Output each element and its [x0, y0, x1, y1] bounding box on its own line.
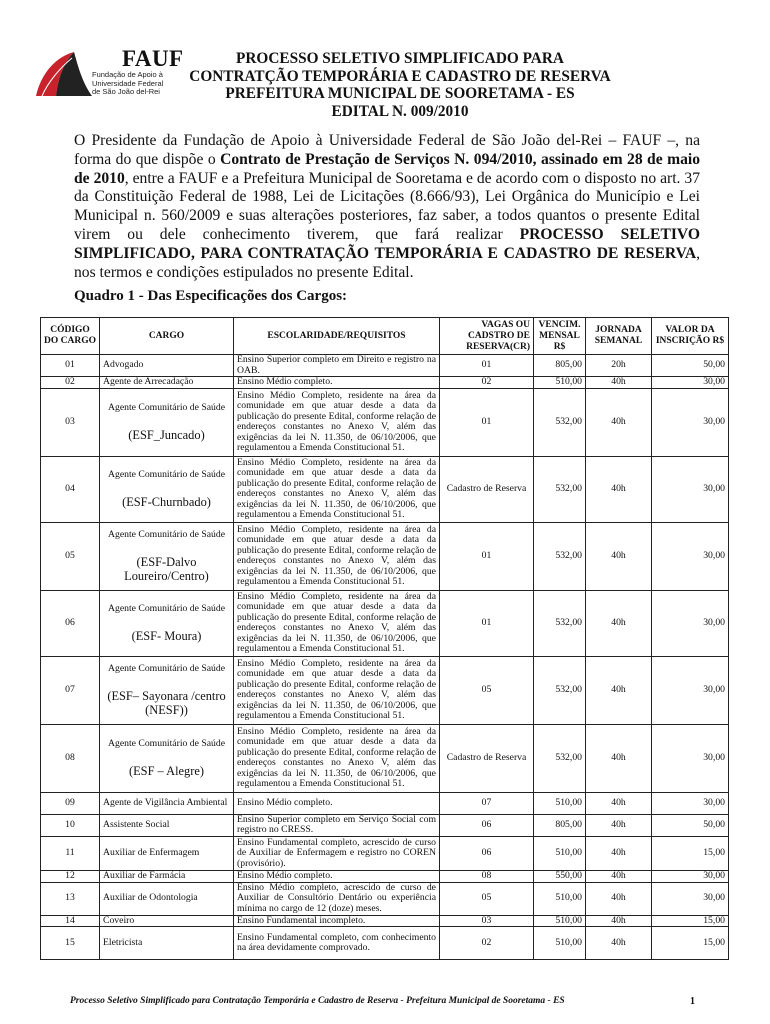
cell-cargo — [100, 388, 234, 456]
cell-valor: 15,00 — [652, 836, 729, 870]
cell-vagas: 03 — [440, 915, 534, 927]
cell-vencimento: 805,00 — [534, 814, 586, 836]
cell-jornada: 40h — [586, 792, 652, 814]
cell-codigo: 06 — [41, 590, 100, 656]
cell-jornada: 40h — [586, 522, 652, 590]
document-header — [170, 50, 630, 120]
cargo-location: (ESF- Moura) — [131, 628, 202, 643]
cell-vencimento: 510,00 — [534, 836, 586, 870]
table-row — [41, 724, 729, 792]
cell-vagas: 02 — [440, 377, 534, 389]
cell-jornada: 40h — [586, 456, 652, 522]
cell-vencimento: 532,00 — [534, 388, 586, 456]
table-row — [41, 870, 729, 882]
cell-codigo: 01 — [41, 355, 100, 377]
cell-escolaridade: Ensino Fundamental completo, com conhecimento na área devidamente comprovado. — [234, 927, 440, 960]
cell-vagas: 01 — [440, 388, 534, 456]
cell-vencimento: 510,00 — [534, 792, 586, 814]
table-row — [41, 456, 729, 522]
logo-subtitle — [92, 71, 163, 97]
cell-escolaridade: Ensino Médio completo. — [234, 870, 440, 882]
fauf-logo — [34, 46, 184, 100]
cell-codigo: 08 — [41, 724, 100, 792]
cell-jornada: 40h — [586, 836, 652, 870]
cell-jornada: 40h — [586, 388, 652, 456]
cell-valor: 30,00 — [652, 590, 729, 656]
cell-valor: 30,00 — [652, 724, 729, 792]
table-row — [41, 388, 729, 456]
cell-vagas: 01 — [440, 355, 534, 377]
cell-codigo: 13 — [41, 882, 100, 915]
cell-vencimento: 532,00 — [534, 456, 586, 522]
header-line-3: PREFEITURA MUNICIPAL DE SOORETAMA - ES — [225, 85, 575, 102]
cell-valor: 50,00 — [652, 355, 729, 377]
cell-codigo: 05 — [41, 522, 100, 590]
cell-valor: 15,00 — [652, 915, 729, 927]
cell-vencimento: 510,00 — [534, 882, 586, 915]
cell-cargo — [100, 456, 234, 522]
cell-vencimento: 510,00 — [534, 377, 586, 389]
cell-vencimento: 532,00 — [534, 522, 586, 590]
cell-valor: 30,00 — [652, 792, 729, 814]
cell-vagas: Cadastro de Reserva — [440, 456, 534, 522]
cargo-title: Agente Comunitário de Saúde — [107, 602, 226, 614]
table-row — [41, 882, 729, 915]
cargo-location: (ESF-Churnbado) — [122, 494, 211, 509]
cell-vagas: 07 — [440, 792, 534, 814]
col-header-codigo: CÓDIGO DO CARGO — [41, 318, 100, 355]
cell-escolaridade: Ensino Médio completo, acrescido de curso de Auxiliar de Consultório Dentário ou experiência mínima no cargo de 12 (doze) meses. — [234, 882, 440, 915]
cell-cargo: Auxiliar de Enfermagem — [100, 836, 234, 870]
cell-vencimento: 510,00 — [534, 927, 586, 960]
cell-cargo: Coveiro — [100, 915, 234, 927]
cell-cargo: Auxiliar de Odontologia — [100, 882, 234, 915]
table-row — [41, 590, 729, 656]
cell-vencimento: 532,00 — [534, 590, 586, 656]
table-row — [41, 522, 729, 590]
header-line-2: CONTRATÇÃO TEMPORÁRIA E CADASTRO DE RESERVA — [189, 67, 611, 85]
page-footer: Processo Seletivo Simplificado para Contratação Temporária e Cadastro de Reserva - Prefeitura Municipal de Sooretama - ES — [70, 996, 565, 1006]
cell-codigo: 09 — [41, 792, 100, 814]
cell-jornada: 40h — [586, 377, 652, 389]
cell-vagas: 01 — [440, 590, 534, 656]
cell-vagas: 06 — [440, 836, 534, 870]
logo-wordmark: FAUF — [122, 46, 184, 71]
cell-vagas: 08 — [440, 870, 534, 882]
cargo-title: Agente Comunitário de Saúde — [107, 662, 226, 674]
intro-bold-contract: Contrato de Prestação de Serviços N. 094/2010, assinado em 28 de maio de 2010 — [74, 150, 701, 187]
cell-cargo — [100, 522, 234, 590]
cell-valor: 15,00 — [652, 927, 729, 960]
cell-escolaridade: Ensino Médio Completo, residente na área da comunidade em que atuar desde a data da publicação do presente Edital, conforme relação de endereços constantes no Anexo V, além das exigências da lei N. 11.350, de 06/10/2006, que regulamentou a Emenda Constitucional 51. — [234, 456, 440, 522]
cell-codigo: 07 — [41, 656, 100, 724]
cell-codigo: 11 — [41, 836, 100, 870]
col-header-vagas: VAGAS OU CADSTRO DE RESERVA(CR) — [440, 318, 534, 355]
cell-escolaridade: Ensino Médio Completo, residente na área da comunidade em que atuar desde a data da publicação do presente Edital, conforme relação de endereços constantes no Anexo V, além das exigências da lei N. 11.350, de 06/10/2006, que regulamentou a Emenda Constitucional 51. — [234, 590, 440, 656]
cell-valor: 50,00 — [652, 814, 729, 836]
page-number: 1 — [690, 996, 695, 1007]
cargo-location: (ESF-Dalvo Loureiro/Centro) — [124, 554, 209, 583]
cell-jornada: 40h — [586, 915, 652, 927]
cell-jornada: 20h — [586, 355, 652, 377]
quadro-title: Quadro 1 - Das Especificações dos Cargos: — [74, 288, 348, 304]
cell-vencimento: 510,00 — [534, 915, 586, 927]
table-row — [41, 792, 729, 814]
cell-escolaridade: Ensino Médio Completo, residente na área da comunidade em que atuar desde a data da publicação do presente Edital, conforme relação de endereços constantes no Anexo V, além das exigências da lei N. 11.350, de 06/10/2006, que regulamentou a Emenda Constitucional 51. — [234, 656, 440, 724]
table-row — [41, 814, 729, 836]
cell-jornada: 40h — [586, 870, 652, 882]
cell-cargo: Auxiliar de Farmácia — [100, 870, 234, 882]
intro-text: , nos termos e condições estipulados no presente Edital. — [74, 244, 700, 281]
cell-valor: 30,00 — [652, 522, 729, 590]
cell-valor: 30,00 — [652, 377, 729, 389]
cell-vagas: 02 — [440, 927, 534, 960]
cell-cargo: Eletricista — [100, 927, 234, 960]
cell-cargo: Agente de Arrecadação — [100, 377, 234, 389]
cell-cargo — [100, 724, 234, 792]
table-row — [41, 915, 729, 927]
intro-bold-process: PROCESSO SELETIVO SIMPLIFICADO, PARA CONTRATAÇÃO TEMPORÁRIA E CADASTRO DE RESERVA — [74, 225, 701, 262]
cell-vagas: Cadastro de Reserva — [440, 724, 534, 792]
logo-line: Fundação de Apoio à — [92, 70, 163, 79]
fauf-emblem-icon — [34, 48, 96, 100]
table-row — [41, 355, 729, 377]
cell-codigo: 02 — [41, 377, 100, 389]
cargo-title: Agente Comunitário de Saúde — [107, 528, 226, 540]
cell-escolaridade: Ensino Médio Completo, residente na área da comunidade em que atuar desde a data da publicação do presente Edital, conforme relação de endereços constantes no Anexo V, além das exigências da lei N. 11.350, de 06/10/2006, que regulamentou a Emenda Constitucional 51. — [234, 522, 440, 590]
cell-valor: 30,00 — [652, 456, 729, 522]
col-header-vencimento: VENCIM. MENSAL R$ — [534, 318, 586, 355]
col-header-cargo: CARGO — [100, 318, 234, 355]
cell-codigo: 14 — [41, 915, 100, 927]
cell-valor: 30,00 — [652, 388, 729, 456]
cell-vagas: 06 — [440, 814, 534, 836]
intro-paragraph — [74, 132, 700, 282]
cell-jornada: 40h — [586, 927, 652, 960]
cell-codigo: 15 — [41, 927, 100, 960]
cell-jornada: 40h — [586, 814, 652, 836]
cell-escolaridade: Ensino Superior completo em Serviço Social com registro no CRESS. — [234, 814, 440, 836]
cell-vencimento: 550,00 — [534, 870, 586, 882]
cell-valor: 30,00 — [652, 656, 729, 724]
cell-escolaridade: Ensino Médio Completo, residente na área da comunidade em que atuar desde a data da publicação do presente Edital, conforme relação de endereços constantes no Anexo V, além das exigências da lei N. 11.350, de 06/10/2006, que regulamentou a Emenda Constitucional 51. — [234, 388, 440, 456]
cell-cargo: Advogado — [100, 355, 234, 377]
cargo-title: Agente Comunitário de Saúde — [107, 468, 226, 480]
table-header-row — [41, 318, 729, 355]
col-header-valor: VALOR DA INSCRIÇÃO R$ — [652, 318, 729, 355]
col-header-jornada: JORNADA SEMANAL — [586, 318, 652, 355]
header-line-4: EDITAL N. 009/2010 — [331, 102, 469, 120]
cargo-location: (ESF_Juncado) — [128, 427, 205, 442]
cell-vencimento: 532,00 — [534, 656, 586, 724]
intro-text: , entre a FAUF e a Prefeitura Municipal de Sooretama e de acordo com o disposto no art. 37 da Constituição Federal de 1988, Lei de Licitações (8.666/93), Lei Orgânica do Município e Lei Municipal n. 560/2009 e suas alterações posteriores, faz saber, a todos quantos o presente Edital virem ou dele conhecimento tiverem, que fará realizar — [74, 169, 700, 243]
cell-codigo: 12 — [41, 870, 100, 882]
positions-table — [40, 317, 729, 960]
cell-valor: 30,00 — [652, 882, 729, 915]
cargo-title: Agente Comunitário de Saúde — [107, 401, 226, 413]
cell-codigo: 03 — [41, 388, 100, 456]
table-row — [41, 836, 729, 870]
cell-codigo: 10 — [41, 814, 100, 836]
table-row — [41, 927, 729, 960]
col-header-escolaridade: ESCOLARIDADE/REQUISITOS — [234, 318, 440, 355]
logo-line: Universidade Federal — [92, 78, 164, 88]
cell-escolaridade: Ensino Médio Completo, residente na área da comunidade em que atuar desde a data da publicação do presente Edital, conforme relação de endereços constantes no Anexo V, além das exigências da lei N. 11.350, de 06/10/2006, que regulamentou a Emenda Constitucional 51. — [234, 724, 440, 792]
cargo-location: (ESF – Alegre) — [128, 763, 205, 778]
cell-vagas: 05 — [440, 656, 534, 724]
cell-escolaridade: Ensino Fundamental incompleto. — [234, 915, 440, 927]
intro-text: O Presidente da Fundação de Apoio à Universidade Federal de São João del-Rei – FAUF –, na forma do que dispõe o — [74, 132, 700, 168]
cell-codigo: 04 — [41, 456, 100, 522]
cell-escolaridade: Ensino Superior completo em Direito e registro na OAB. — [234, 355, 440, 377]
cell-jornada: 40h — [586, 882, 652, 915]
cell-jornada: 40h — [586, 590, 652, 656]
cell-vencimento: 532,00 — [534, 724, 586, 792]
table-row — [41, 656, 729, 724]
cell-vencimento: 805,00 — [534, 355, 586, 377]
logo-line: de São João del-Rei — [92, 87, 160, 96]
cell-jornada: 40h — [586, 656, 652, 724]
cargo-location: (ESF– Sayonara /centro (NESF)) — [107, 688, 226, 717]
cell-escolaridade: Ensino Médio completo. — [234, 792, 440, 814]
table-body — [41, 355, 729, 960]
cell-jornada: 40h — [586, 724, 652, 792]
cell-vagas: 05 — [440, 882, 534, 915]
cargo-title: Agente Comunitário de Saúde — [107, 737, 226, 749]
cell-valor: 30,00 — [652, 870, 729, 882]
cell-vagas: 01 — [440, 522, 534, 590]
cell-escolaridade: Ensino Médio completo. — [234, 377, 440, 389]
cell-cargo — [100, 656, 234, 724]
cell-cargo: Agente de Vigilância Ambiental — [100, 792, 234, 814]
cell-escolaridade: Ensino Fundamental completo, acrescido de curso de Auxiliar de Enfermagem e registro no COREN (provisório). — [234, 836, 440, 870]
table-row — [41, 377, 729, 389]
cell-cargo: Assistente Social — [100, 814, 234, 836]
header-line-1: PROCESSO SELETIVO SIMPLIFICADO PARA — [236, 50, 564, 67]
cell-cargo — [100, 590, 234, 656]
